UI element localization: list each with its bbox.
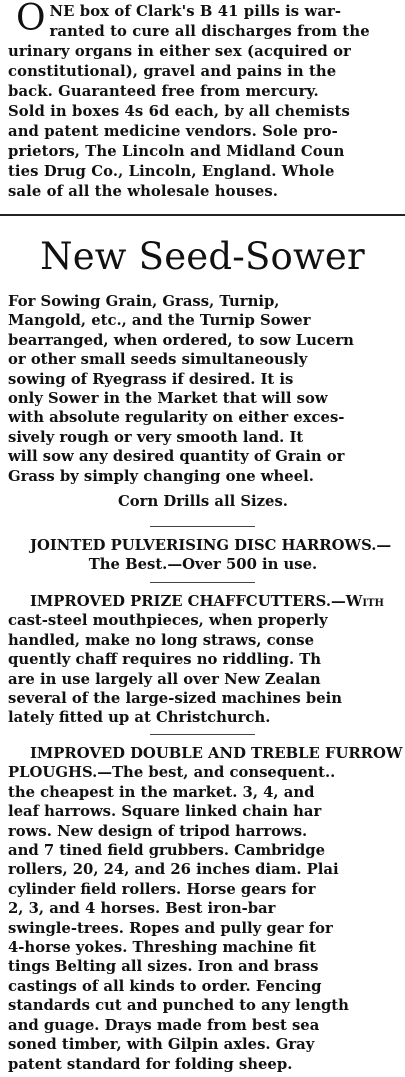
advert-line: Grass by simply changing one wheel. <box>8 467 314 485</box>
advert-line: sowing of Ryegrass if desired. It is <box>8 370 294 388</box>
advert-line: urinary organs in either sex (acquired or <box>8 43 351 60</box>
seed-sower-body <box>8 292 398 511</box>
advert-line: cylinder field rollers. Horse gears for <box>8 880 316 898</box>
advert-line: rollers, 20, 24, and 26 inches diam. Plai <box>8 861 339 879</box>
advert-line: cast-steel mouthpieces, when properly <box>8 612 328 630</box>
advert-line: castings of all kinds to order. Fencing <box>8 977 322 995</box>
chaffcutters-section <box>8 592 398 728</box>
advert-line: prietors, The Lincoln and Midland Coun <box>8 143 345 160</box>
advert-line: lately fitted up at Christchurch. <box>8 709 271 727</box>
drop-cap: O <box>16 0 46 39</box>
section-divider <box>150 526 255 527</box>
advert-line: handled, make no long straws, conse <box>8 631 315 649</box>
advert-line: standards cut and punched to any length <box>8 997 349 1015</box>
ploughs-section <box>8 744 403 1074</box>
advert-line: with absolute regularity on either exces- <box>8 409 345 427</box>
advert-line: IMPROVED PRIZE CHAFFCUTTERS.—With <box>30 593 384 610</box>
advert-line: PLOUGHS.—The best, and consequent.. <box>8 764 336 782</box>
column-rule <box>0 214 405 216</box>
advert-line: constitutional), gravel and pains in the <box>8 63 337 80</box>
advert-line: 4-horse yokes. Threshing machine fit <box>8 939 317 957</box>
advert-line: will sow any desired quantity of Grain or <box>8 448 345 466</box>
disc-harrows-section <box>8 536 398 575</box>
advert-line: the cheapest in the market. 3, 4, and <box>8 783 315 801</box>
section-divider <box>150 582 255 583</box>
advert-line: and guage. Drays made from best sea <box>8 1016 320 1034</box>
advert-line: or other small seeds simultaneously <box>8 351 308 369</box>
advert-line: leaf harrows. Square linked chain har <box>8 803 322 821</box>
advert-line: tings Belting all sizes. Iron and brass <box>8 958 319 976</box>
advert-line: 2, 3, and 4 horses. Best iron-bar <box>8 900 276 918</box>
advert-line: Mangold, etc., and the Turnip Sower <box>8 312 311 330</box>
advert-line: The Best.—Over 500 in use. <box>88 556 318 574</box>
corn-drills-line: Corn Drills all Sizes. <box>118 493 288 511</box>
clark-pills-advert <box>8 2 398 202</box>
section-divider <box>150 734 255 735</box>
advert-line: JOINTED PULVERISING DISC HARROWS.— <box>30 537 392 554</box>
advert-line: Sold in boxes 4s 6d each, by all chemists <box>8 103 350 120</box>
advert-line: only Sower in the Market that will sow <box>8 390 328 408</box>
advert-line: rows. New design of tripod harrows. <box>8 822 308 840</box>
advert-line: patent standard for folding sheep. <box>8 1055 293 1073</box>
advert-line: For Sowing Grain, Grass, Turnip, <box>8 293 280 310</box>
advert-line: IMPROVED DOUBLE AND TREBLE FURROW <box>30 745 403 762</box>
advert-line: NE box of Clark's B 41 pills is war- <box>49 3 342 20</box>
advert-line: ties Drug Co., Lincoln, England. Whole <box>8 163 335 180</box>
advert-line: quently chaff requires no riddling. Th <box>8 651 322 669</box>
advert-line: back. Guaranteed free from mercury. <box>8 83 319 100</box>
advert-line: and patent medicine vendors. Sole pro- <box>8 123 338 140</box>
advert-line: sale of all the wholesale houses. <box>8 183 279 200</box>
advert-line: ranted to cure all discharges from the <box>49 23 370 40</box>
advert-line: bearranged, when ordered, to sow Lucern <box>8 331 354 349</box>
advert-line: soned timber, with Gilpin axles. Gray <box>8 1036 315 1054</box>
seed-sower-headline: New Seed-Sower <box>40 235 365 278</box>
advert-line: swingle-trees. Ropes and pully gear for <box>8 919 333 937</box>
advert-line: and 7 tined field grubbers. Cambridge <box>8 842 326 860</box>
advert-line: are in use largely all over New Zealan <box>8 670 321 688</box>
advert-line: several of the large-sized machines bein <box>8 690 343 708</box>
advert-line: sively rough or very smooth land. It <box>8 428 304 446</box>
